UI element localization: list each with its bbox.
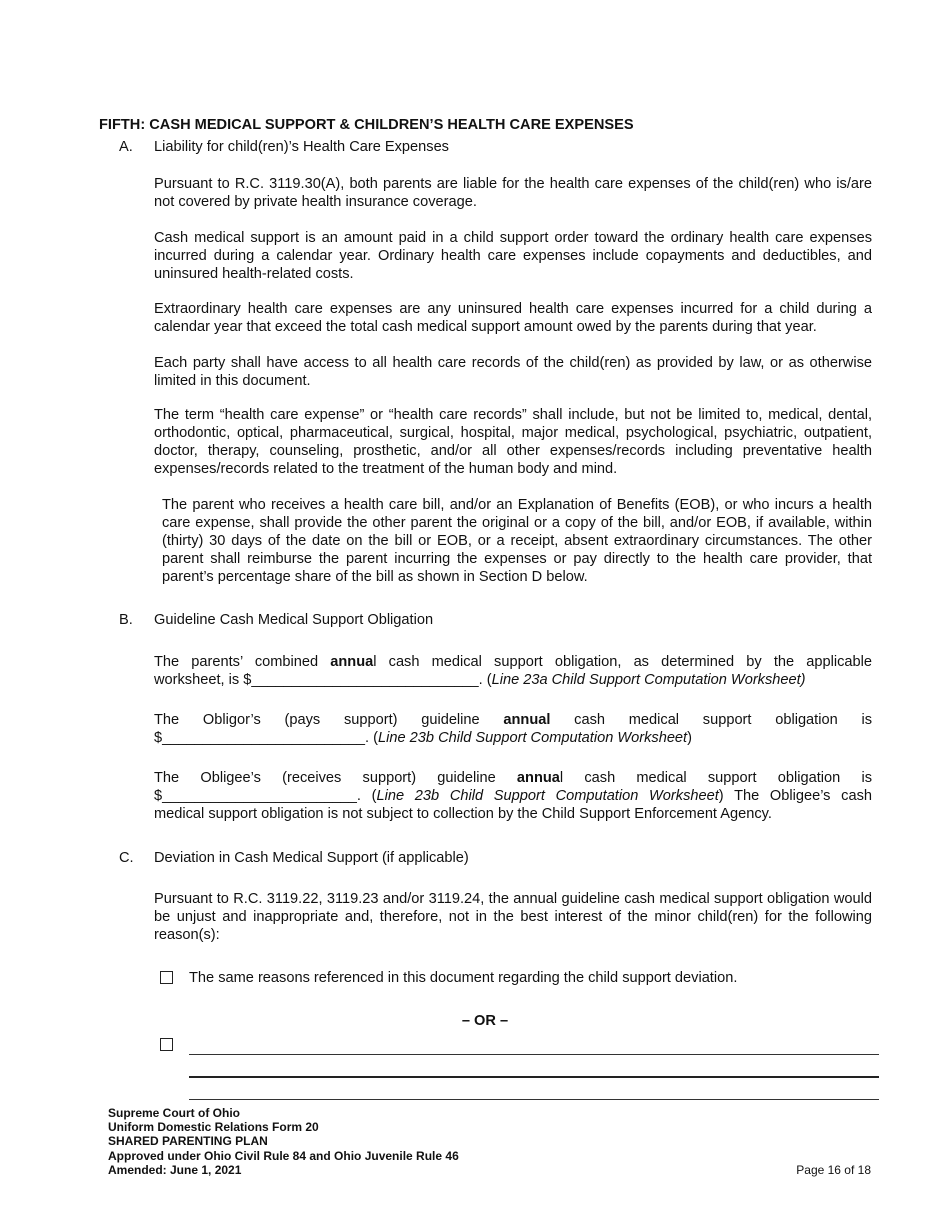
obligee-amount-field[interactable]: ________________________	[162, 788, 357, 804]
text: cash medical support obligation is	[550, 712, 872, 728]
section-a-title: Liability for child(ren)’s Health Care Expenses	[154, 139, 449, 155]
text: The Obligee’s (receives support) guideline	[154, 770, 517, 786]
worksheet-reference: Line 23b Child Support Computation Worksheet	[376, 788, 719, 804]
other-reason-line-3[interactable]	[189, 1099, 879, 1100]
text: $	[154, 730, 163, 746]
obligor-obligation-paragraph	[154, 711, 872, 747]
bold-annual: annual	[503, 712, 551, 728]
footer-info	[108, 1106, 459, 1177]
bold-annual: annua	[330, 654, 374, 670]
worksheet-reference: Line 23b Child Support Computation Worksheet	[378, 730, 688, 746]
obligee-obligation-paragraph	[154, 769, 872, 823]
text: . (	[365, 730, 379, 746]
footer-amended: Amended: June 1, 2021	[108, 1162, 242, 1177]
paragraph-health-care-expense-definition: The term “health care expense” or “health care records” shall include, but not be limited to, medical, dental, orthodontic, optical, pharmaceutical, surgical, hospital, major medical, psychological, psychiatric, outpatient, doctor, therapy, counseling, prosthetic, and/or all other expenses/records including preventative health expenses/records related to the treatment of the human body and mind.	[154, 407, 872, 477]
section-c-label: C.	[119, 850, 134, 866]
text: ) The Obligee’s cash	[718, 788, 872, 804]
section-b-label: B.	[119, 612, 133, 628]
other-reason-line-1[interactable]	[189, 1054, 879, 1055]
section-c-title: Deviation in Cash Medical Support (if applicable)	[154, 850, 469, 866]
text: . (	[478, 672, 492, 688]
section-heading: FIFTH: CASH MEDICAL SUPPORT & CHILDREN’S HEALTH CARE EXPENSES	[99, 117, 634, 133]
text: The parents’ combined	[154, 654, 331, 670]
text: medical support obligation is not subject to collection by the Child Support Enforcement Agency.	[154, 806, 772, 822]
text: l cash medical support obligation, as determined by the applicable	[373, 654, 873, 670]
other-reason-line-2[interactable]	[189, 1076, 879, 1078]
section-b-title: Guideline Cash Medical Support Obligation	[154, 612, 434, 628]
text: )	[687, 730, 692, 746]
paragraph-extraordinary-expenses: Extraordinary health care expenses are any uninsured health care expenses incurred for a child during a calendar year that exceed the total cash medical support amount owed by the parents during that year.	[154, 301, 872, 335]
obligor-amount-field[interactable]: _________________________	[162, 730, 366, 746]
worksheet-reference: Line 23a Child Support Computation Worksheet)	[491, 672, 806, 688]
footer-plan: SHARED PARENTING PLAN	[108, 1134, 268, 1149]
deviation-paragraph: Pursuant to R.C. 3119.22, 3119.23 and/or 3119.24, the annual guideline cash medical support obligation would be unjust and inappropriate and, therefore, not in the best interest of the minor child(ren) for the following reason(s):	[154, 891, 872, 943]
footer-court: Supreme Court of Ohio	[108, 1106, 240, 1120]
footer-form: Uniform Domestic Relations Form 20	[108, 1120, 319, 1135]
paragraph-reimbursement: The parent who receives a health care bill, and/or an Explanation of Benefits (EOB), or who incurs a health care expense, shall provide the other parent the original or a copy of the bill, and/or EOB, if available, within (thirty) 30 days of the date on the bill or EOB, or a receipt, absent extraordinary circumstances. The other parent shall reimburse the parent incurring the expenses or pay directly to the health care provider, that parent’s percentage share of the bill as shown in Section D below.	[162, 497, 872, 585]
section-a-label: A.	[119, 139, 133, 155]
paragraph-cash-medical-definition: Cash medical support is an amount paid in a child support order toward the ordinary health care expenses incurred during a calendar year. Ordinary health care expenses include copayments and deductibles, and uninsured health-related costs.	[154, 230, 872, 282]
footer-approval: Approved under Ohio Civil Rule 84 and Ohio Juvenile Rule 46	[108, 1148, 459, 1163]
other-reason-checkbox[interactable]	[160, 1038, 173, 1051]
text: worksheet, is $	[154, 672, 252, 688]
paragraph-liability: Pursuant to R.C. 3119.30(A), both parents are liable for the health care expenses of the child(ren) who is/are not covered by private health insurance coverage.	[154, 176, 872, 210]
or-separator: – OR –	[461, 1013, 509, 1029]
combined-amount-field[interactable]: ____________________________	[251, 672, 479, 688]
text: The Obligor’s (pays support) guideline	[154, 712, 504, 728]
same-reasons-label: The same reasons referenced in this document regarding the child support deviation.	[189, 970, 738, 986]
text: $	[154, 788, 163, 804]
bold-annual: annua	[516, 770, 560, 786]
same-reasons-checkbox[interactable]	[160, 971, 173, 984]
combined-obligation-paragraph	[154, 653, 872, 689]
paragraph-records-access: Each party shall have access to all health care records of the child(ren) as provided by law, or as otherwise limited in this document.	[154, 355, 872, 389]
page-number: Page 16 of 18	[796, 1163, 871, 1177]
text: l cash medical support obligation is	[559, 770, 872, 786]
text: . (	[356, 788, 377, 804]
